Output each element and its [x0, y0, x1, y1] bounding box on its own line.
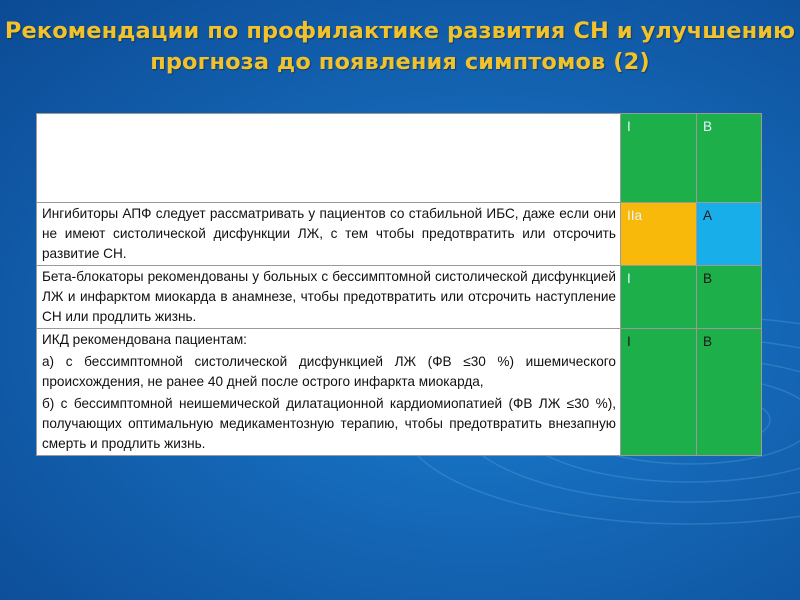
text-line: ИКД рекомендована пациентам: [42, 332, 247, 347]
recommendations-table [36, 113, 762, 456]
evidence-level-cell: A [697, 203, 762, 266]
recommendation-text-cell: Ингибиторы АПФ следует рассматривать у пациентов со стабильной ИБС, даже если они не имеют систолической дисфункции ЛЖ, с тем чтобы предотвратить или отсрочить развитие СН. [37, 203, 621, 266]
table-row [37, 266, 762, 329]
recommendation-text-cell [37, 329, 621, 456]
evidence-level-cell: B [697, 329, 762, 456]
recommendation-text-cell: Бета-блокаторы рекомендованы у больных с бессимптомной систолической дисфункцией ЛЖ и инфарктом миокарда в анамнезе, чтобы предотвратить или отсрочить наступление СН или продлить жизнь. [37, 266, 621, 329]
recommendation-class-cell: IIa [621, 203, 697, 266]
table-row [37, 329, 762, 456]
header-level-cell: B [697, 114, 762, 203]
evidence-level-cell: B [697, 266, 762, 329]
recommendation-class-cell: I [621, 329, 697, 456]
table-row [37, 203, 762, 266]
text-line: б) с бессимптомной неишемической дилатационной кардиомиопатией (ФВ ЛЖ ≤30 %), получающих оптимальную медикаментозную терапию, чтобы предотвратить внезапную смерть и продлить жизнь. [42, 396, 616, 451]
header-class-cell: I [621, 114, 697, 203]
recommendation-class-cell: I [621, 266, 697, 329]
text-line: а) с бессимптомной систолической дисфункцией ЛЖ (ФВ ≤30 %) ишемического происхождения, не ранее 40 дней после острого инфаркта миокарда, [42, 354, 616, 389]
header-text-cell [37, 114, 621, 203]
slide-title: Рекомендации по профилактике развития СН и улучшению прогноза до появления симптомов (2) [4, 18, 796, 75]
table-header-row [37, 114, 762, 203]
